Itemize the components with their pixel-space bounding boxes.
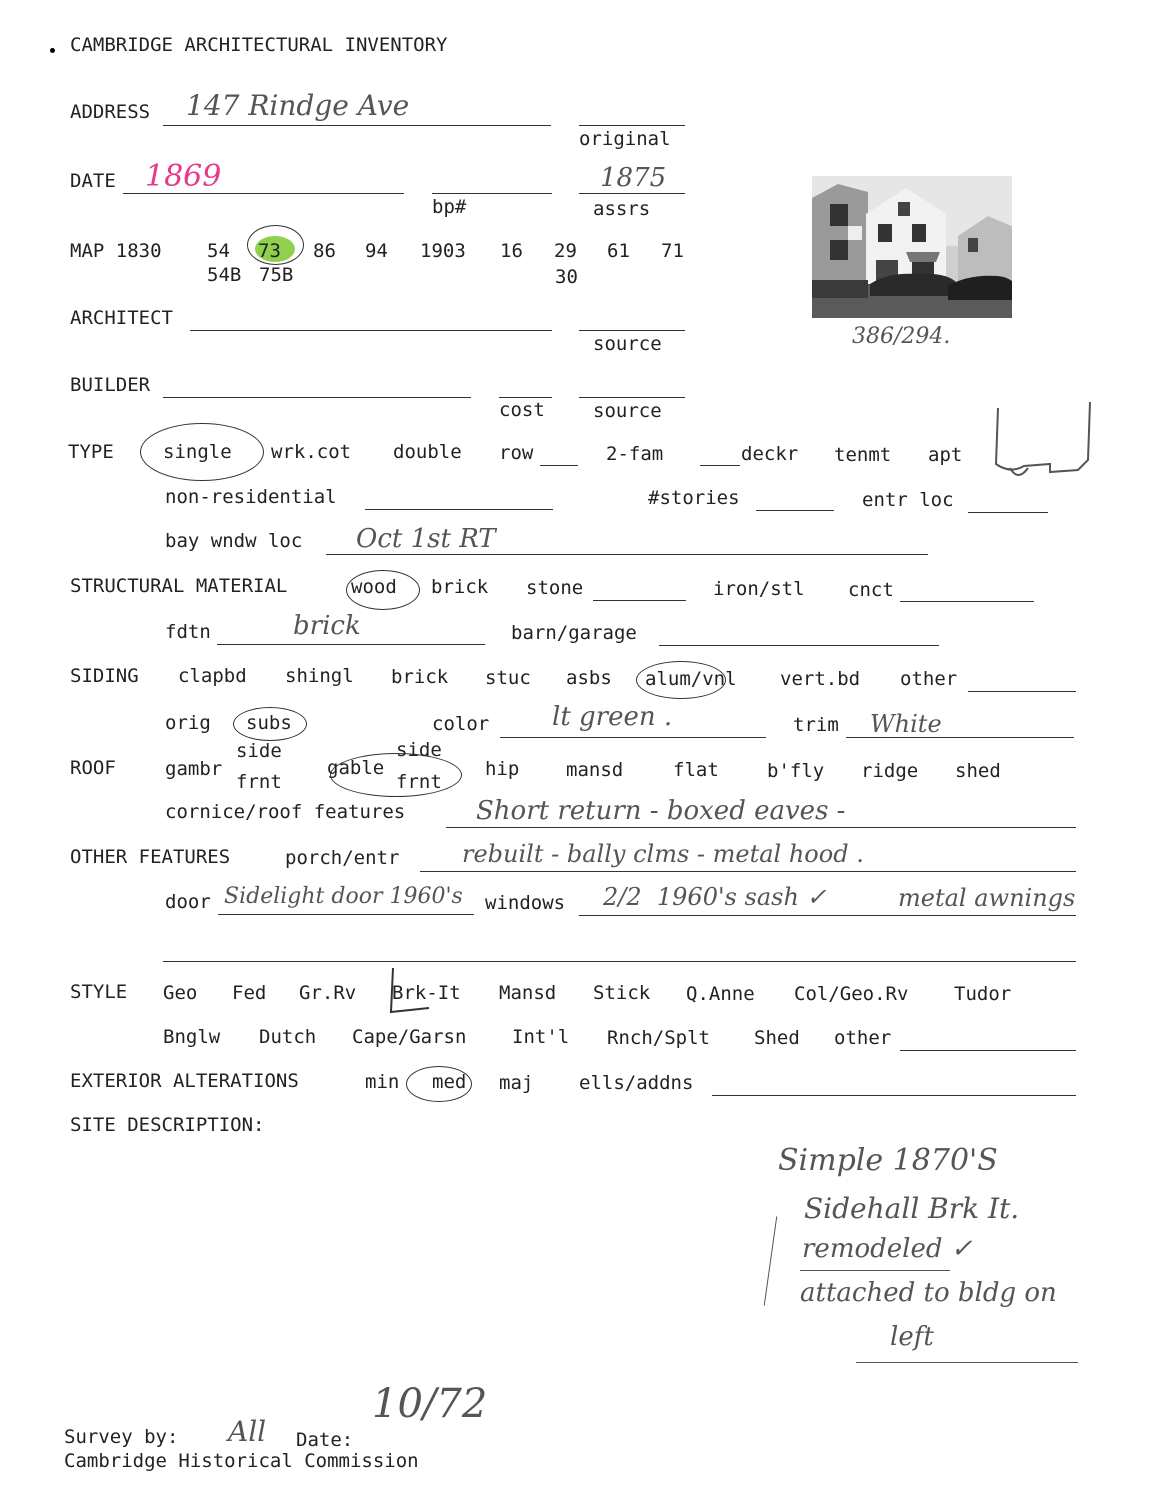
alterations-ells-line (712, 1095, 1076, 1096)
windows-label: windows (485, 892, 566, 914)
structural-cnct-line (900, 601, 1034, 602)
site-notes-margin-line (764, 1216, 778, 1305)
other-features-label: OTHER FEATURES (70, 846, 231, 868)
style-brk-it: Brk-It (392, 982, 461, 1004)
assrs-label: assrs (593, 198, 651, 220)
style-rnch-splt: Rnch/Splt (607, 1027, 710, 1049)
roof-gambr-side: side (236, 740, 282, 762)
type-apt: apt (928, 444, 963, 466)
builder-source-label: source (593, 400, 662, 422)
bay-value: Oct 1st RT (356, 524, 496, 554)
roof-ridge: ridge (861, 760, 919, 782)
map-year-54b: 54B (207, 264, 242, 286)
builder-line (163, 397, 471, 398)
roof-label: ROOF (70, 757, 116, 779)
door-value: Sidelight door 1960's (224, 884, 463, 909)
survey-date-label: Date: (296, 1429, 354, 1451)
porch-value: rebuilt - bally clms - metal hood . (462, 840, 864, 868)
style-intl: Int'l (512, 1026, 570, 1048)
door-line (218, 914, 474, 915)
orig-value: subs (246, 712, 292, 734)
site-note-1: Simple 1870'S (778, 1143, 998, 1178)
structural-wood: wood (351, 576, 397, 598)
map-year-73: 73 (258, 240, 281, 262)
porch-line (420, 871, 1076, 872)
roof-gable: gable (327, 757, 385, 779)
style-q-anne: Q.Anne (686, 983, 755, 1005)
builder-label: BUILDER (70, 374, 151, 396)
map-year-29: 29 (554, 240, 577, 262)
nonres-label: non-residential (165, 486, 337, 508)
bp-line (432, 193, 552, 194)
site-note-3-underline (800, 1270, 950, 1271)
roof-mansd: mansd (566, 759, 624, 781)
windows-value-2: metal awnings (898, 884, 1076, 912)
style-fed: Fed (232, 982, 267, 1004)
structural-stone-line (593, 600, 686, 601)
type-tenmt: tenmt (834, 444, 892, 466)
siding-stuc: stuc (485, 667, 531, 689)
alterations-min: min (365, 1071, 400, 1093)
siding-brick: brick (391, 666, 449, 688)
architect-source-label: source (593, 333, 662, 355)
siding-shingl: shingl (285, 665, 354, 687)
type-row: row (499, 442, 534, 464)
extra-features-line (163, 961, 1076, 962)
type-wrk-cot: wrk.cot (271, 441, 352, 463)
assrs-line (579, 193, 685, 194)
original-line (579, 125, 685, 126)
structural-brick: brick (431, 576, 489, 598)
orig-label: orig (165, 712, 211, 734)
punch-mark (50, 48, 55, 53)
map-year-61: 61 (607, 240, 630, 262)
architect-line (190, 330, 552, 331)
color-line (500, 737, 766, 738)
stories-line (756, 510, 834, 511)
style-label: STYLE (70, 981, 128, 1003)
siding-label: SIDING (70, 665, 139, 687)
siding-asbs: asbs (566, 667, 612, 689)
style-bnglw: Bnglw (163, 1026, 221, 1048)
trim-value: White (870, 710, 942, 738)
roof-gambr: gambr (165, 758, 223, 780)
map-label: MAP 1830 (70, 240, 162, 262)
roof-bfly: b'fly (767, 760, 825, 782)
map-year-30: 30 (555, 266, 578, 288)
style-tudor: Tudor (954, 983, 1012, 1005)
siding-clapbd: clapbd (178, 665, 247, 687)
site-note-2: Sidehall Brk It. (804, 1192, 1020, 1225)
style-mansd: Mansd (499, 982, 557, 1004)
color-value: lt green . (552, 702, 673, 732)
building-photo (808, 176, 1016, 318)
date-value: 1869 (145, 159, 222, 194)
nonres-line (365, 509, 553, 510)
architect-source-line (579, 330, 685, 331)
roof-flat: flat (673, 759, 719, 781)
map-year-71: 71 (661, 240, 684, 262)
type-2-fam: 2-fam (606, 443, 664, 465)
cornice-label: cornice/roof features (165, 801, 406, 823)
fdtn-line (217, 644, 485, 645)
map-year-1903: 1903 (420, 240, 466, 262)
map-year-54: 54 (207, 240, 230, 262)
alterations-med: med (432, 1071, 467, 1093)
map-year-75b: 75B (259, 264, 294, 286)
type-deckr: deckr (741, 443, 799, 465)
barn-label: barn/garage (511, 622, 637, 644)
structural-cnct: cnct (848, 579, 894, 601)
structural-stone: stone (526, 577, 584, 599)
color-label: color (432, 713, 490, 735)
type-row-line (540, 465, 578, 466)
site-note-5: left (890, 1322, 934, 1352)
fdtn-value: brick (293, 611, 361, 641)
type-single: single (163, 441, 232, 463)
style-shed: Shed (754, 1027, 800, 1049)
photo-number: 386/294. (852, 324, 951, 349)
bay-line (326, 554, 928, 555)
style-cape-garsn: Cape/Garsn (352, 1026, 467, 1048)
siding-other: other (900, 668, 958, 690)
windows-line (579, 915, 1076, 916)
site-note-4: attached to bldg on (800, 1278, 1057, 1308)
alterations-ells: ells/addns (579, 1072, 694, 1094)
style-other-line (900, 1050, 1076, 1051)
roof-shed: shed (955, 760, 1001, 782)
roof-gable-frnt: frnt (396, 771, 442, 793)
fdtn-label: fdtn (165, 621, 211, 643)
map-year-86: 86 (313, 240, 336, 262)
original-label: original (579, 128, 671, 150)
siding-vert-bd: vert.bd (780, 668, 861, 690)
cost-line (499, 397, 552, 398)
type-deckr-line (700, 465, 740, 466)
address-label: ADDRESS (70, 101, 151, 123)
structural-label: STRUCTURAL MATERIAL (70, 575, 288, 597)
style-geo: Geo (163, 982, 198, 1004)
style-other: other (834, 1027, 892, 1049)
roof-gambr-frnt: frnt (236, 771, 282, 793)
site-label: SITE DESCRIPTION: (70, 1114, 265, 1136)
map-year-94: 94 (365, 240, 388, 262)
siding-other-line (968, 691, 1076, 692)
survey-value: All (228, 1415, 267, 1448)
cornice-value: Short return - boxed eaves - (476, 796, 846, 826)
structural-iron: iron/stl (713, 578, 805, 600)
bay-label: bay wndw loc (165, 530, 303, 552)
entr-loc-label: entr loc (862, 489, 954, 511)
porch-label: porch/entr (285, 847, 400, 869)
survey-date-value: 10/72 (372, 1381, 488, 1427)
date-label: DATE (70, 170, 116, 192)
assrs-value: 1875 (600, 163, 667, 193)
siding-alum-vnl: alum/vnl (645, 668, 737, 690)
site-note-3: remodeled ✓ (802, 1234, 973, 1264)
alterations-maj: maj (499, 1072, 534, 1094)
footprint-sketch (990, 402, 1100, 492)
roof-hip: hip (485, 758, 520, 780)
form-title: CAMBRIDGE ARCHITECTURAL INVENTORY (70, 34, 448, 56)
entr-loc-line (968, 512, 1048, 513)
roof-gable-side: side (396, 739, 442, 761)
cost-label: cost (499, 399, 545, 421)
type-double: double (393, 441, 462, 463)
trim-label: trim (793, 714, 839, 736)
address-value: 147 Rindge Ave (186, 89, 410, 122)
map-year-16: 16 (500, 240, 523, 262)
builder-source-line (579, 397, 685, 398)
style-col-geo-rv: Col/Geo.Rv (794, 983, 909, 1005)
stories-label: #stories (648, 487, 740, 509)
windows-value: 2/2 1960's sash ✓ (603, 883, 827, 911)
style-gr-rv: Gr.Rv (299, 982, 357, 1004)
cornice-line (446, 827, 1076, 828)
door-label: door (165, 891, 211, 913)
bp-label: bp# (432, 196, 467, 218)
style-stick: Stick (593, 982, 651, 1004)
barn-line (659, 645, 939, 646)
architect-label: ARCHITECT (70, 307, 173, 329)
site-notes-bottom-line (856, 1362, 1078, 1363)
style-dutch: Dutch (259, 1026, 317, 1048)
address-line (163, 125, 551, 126)
alterations-label: EXTERIOR ALTERATIONS (70, 1070, 299, 1092)
survey-label: Survey by: (64, 1426, 179, 1448)
type-label: TYPE (68, 441, 114, 463)
commission-name: Cambridge Historical Commission (64, 1450, 419, 1472)
